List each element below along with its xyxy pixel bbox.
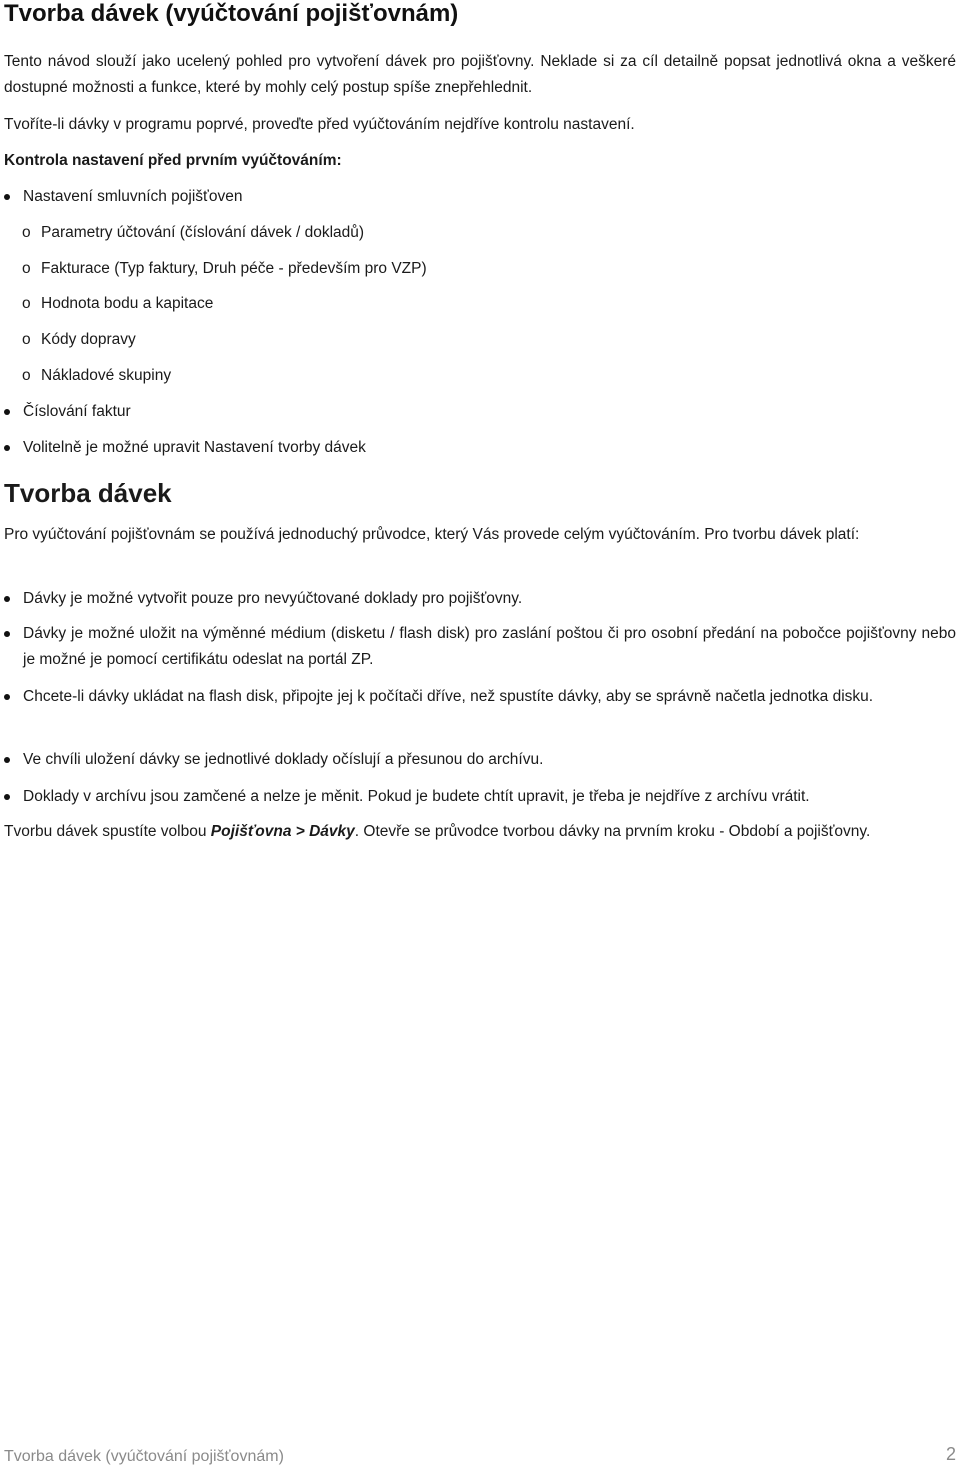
list-subitem: Kódy dopravy — [41, 331, 136, 348]
bullet-icon — [4, 194, 10, 200]
closing-paragraph — [4, 819, 956, 845]
list-subitem: Nákladové skupiny — [41, 367, 172, 384]
footer-title: Tvorba dávek (vyúčtování pojišťovnám) — [4, 1448, 284, 1465]
page-number: 2 — [945, 1444, 956, 1464]
sub-bullet-icon: o — [22, 331, 31, 348]
list-item: Nastavení smluvních pojišťoven — [23, 188, 243, 205]
page-title: Tvorba dávek (vyúčtování pojišťovnám) — [4, 0, 459, 27]
list-subitem: Parametry účtování (číslování dávek / dokladů) — [41, 224, 365, 241]
bullet-icon — [4, 794, 10, 800]
bullet-icon — [4, 596, 10, 602]
list-item: Ve chvíli uložení dávky se jednotlivé doklady očíslují a přesunou do archívu. — [23, 751, 544, 768]
list-item: Chcete-li dávky ukládat na flash disk, připojte jej k počítači dříve, než spustíte dávky, aby se správně načetla jednotka disku. — [23, 688, 874, 705]
bullet-icon — [4, 409, 10, 415]
list-item: Doklady v archívu jsou zamčené a nelze je měnit. Pokud je budete chtít upravit, je třeba je nejdříve z archívu vrátit. — [23, 788, 810, 805]
list-subitem: Hodnota bodu a kapitace — [41, 295, 214, 312]
sub-bullet-icon: o — [22, 260, 31, 277]
sub-bullet-icon: o — [22, 367, 31, 384]
bullet-icon — [4, 694, 10, 700]
section-intro: Pro vyúčtování pojišťovnám se používá jednoduchý průvodce, který Vás provede celým vyúčtováním. Pro tvorbu dávek platí: — [4, 526, 860, 543]
section-heading: Tvorba dávek — [4, 478, 172, 508]
sub-bullet-icon: o — [22, 224, 31, 241]
intro-paragraph: Tento návod slouží jako ucelený pohled pro vytvoření dávek pro pojišťovny. Neklade si za cíl detailně popsat jednotlivá okna a veškeré dostupné možnosti a funkce, které by mohly celý postup spíše znepřehlednit. — [4, 53, 956, 96]
check-heading: Kontrola nastavení před prvním vyúčtováním: — [4, 152, 342, 169]
list-subitem: Fakturace (Typ faktury, Druh péče - především pro VZP) — [41, 260, 427, 277]
closing-text-pre: Tvorbu dávek spustíte volbou — [4, 823, 211, 840]
sub-bullet-icon: o — [22, 295, 31, 312]
closing-text-post: . Otevře se průvodce tvorbou dávky na prvním kroku - Období a pojišťovny. — [354, 823, 871, 840]
bullet-icon — [4, 445, 10, 451]
list-item: Volitelně je možné upravit Nastavení tvorby dávek — [23, 439, 366, 456]
list-item: Číslování faktur — [23, 403, 131, 420]
menu-path: Pojišťovna > Dávky — [210, 823, 355, 840]
bullet-icon — [4, 757, 10, 763]
intro-note: Tvoříte-li dávky v programu poprvé, proveďte před vyúčtováním nejdříve kontrolu nastavení. — [4, 116, 635, 133]
list-item: Dávky je možné vytvořit pouze pro nevyúčtované doklady pro pojišťovny. — [23, 590, 523, 607]
list-item: Dávky je možné uložit na výměnné médium (disketu / flash disk) pro zaslání poštou či pro osobní předání na pobočce pojišťovny nebo je možné je pomocí certifikátu odeslat na portál ZP. — [23, 625, 956, 668]
bullet-icon — [4, 631, 10, 637]
